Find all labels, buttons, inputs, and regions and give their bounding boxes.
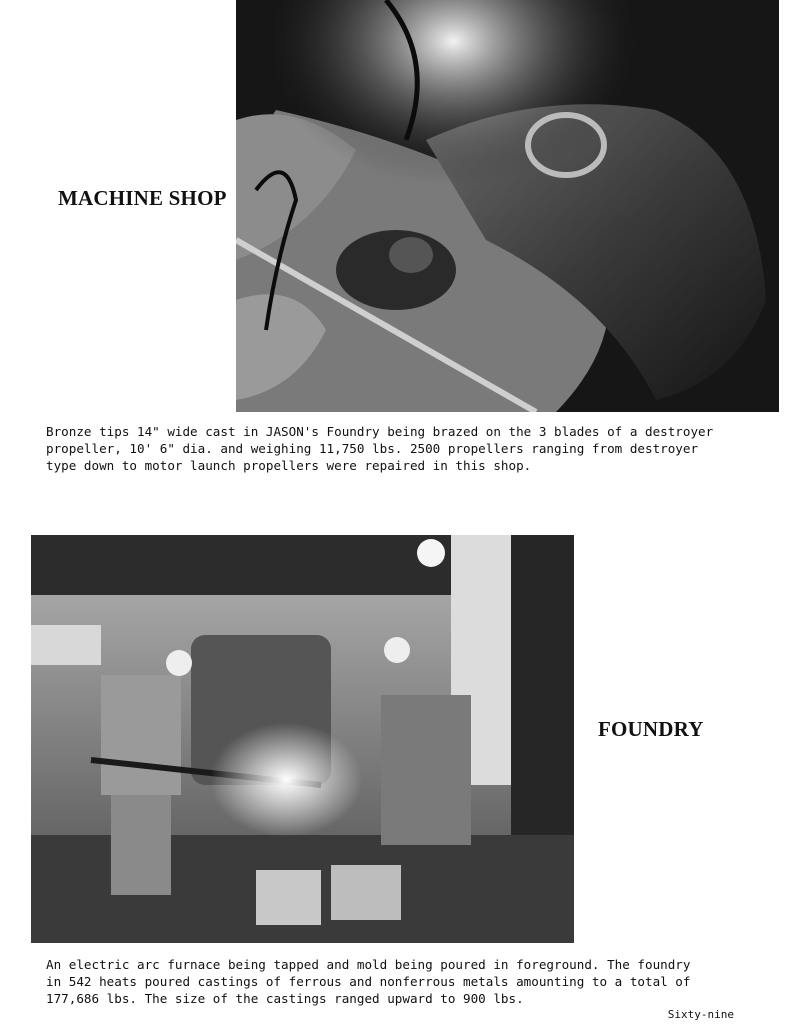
machine-shop-photo — [236, 0, 779, 412]
machine-shop-heading: MACHINE SHOP — [58, 186, 227, 210]
foundry-caption: An electric arc furnace being tapped and mold being poured in foreground. The foundry in 542 heats poured castings of ferrous and nonferrous metals amounting to a total of 177,686 lbs. The size of the castings ranged upward to 900 lbs. — [46, 957, 691, 1006]
page-number: Sixty-nine — [667, 1008, 734, 1021]
foundry-photo — [31, 535, 574, 943]
foundry-heading: FOUNDRY — [598, 717, 704, 741]
machine-shop-caption: Bronze tips 14" wide cast in JASON's Foundry being brazed on the 3 blades of a destroyer propeller, 10' 6" dia. and weighing 11,750 lbs. 2500 propellers ranging from destroyer type down to motor launch propellers were repaired in this shop. — [46, 424, 714, 473]
